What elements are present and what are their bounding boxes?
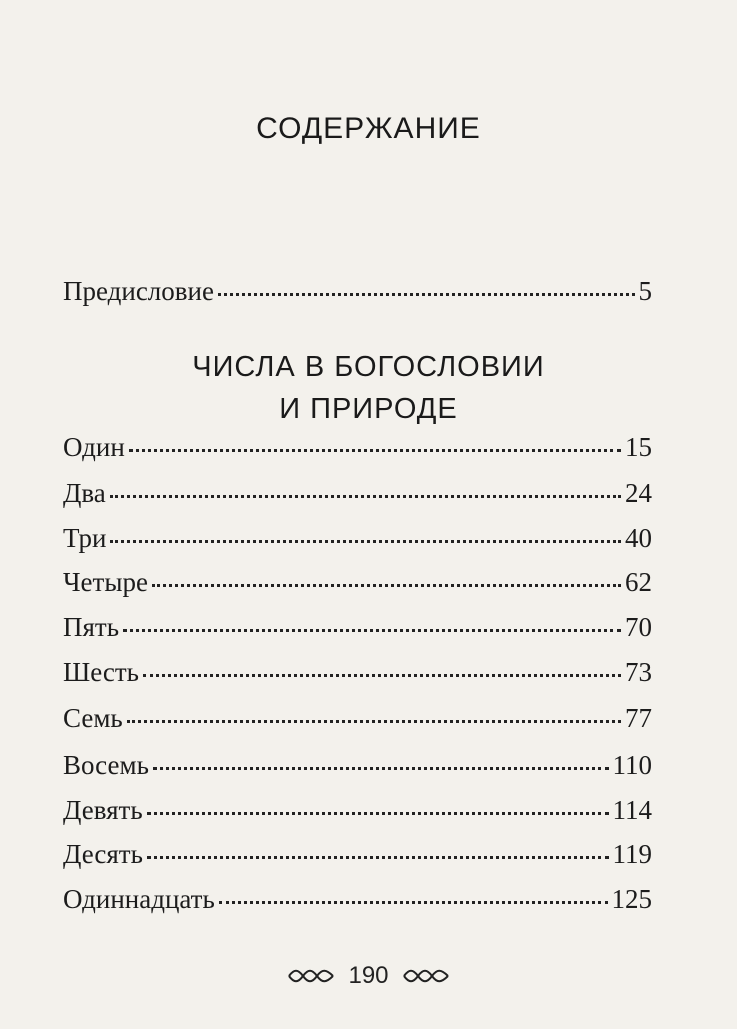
dot-leader xyxy=(110,540,621,543)
contents-heading: СОДЕРЖАНИЕ xyxy=(256,112,481,145)
toc-entry xyxy=(63,657,652,688)
dot-leader xyxy=(143,674,621,677)
dot-leader xyxy=(147,856,609,859)
section-heading xyxy=(0,346,737,430)
toc-entry-page: 114 xyxy=(612,795,652,825)
dot-leader xyxy=(110,495,621,498)
toc-entry-page: 125 xyxy=(611,884,652,914)
toc-entry-label: Один xyxy=(63,432,125,462)
toc-entry-page: 5 xyxy=(638,276,652,306)
toc-entry xyxy=(63,795,652,826)
toc-entry-label: Три xyxy=(63,523,107,553)
toc-entry-label: Предисловие xyxy=(63,276,214,306)
toc-entry-label: Девять xyxy=(63,795,143,825)
dot-leader xyxy=(147,812,609,815)
toc-entry xyxy=(63,839,652,870)
toc-entry xyxy=(63,432,652,463)
toc-entry xyxy=(63,612,652,643)
dot-leader xyxy=(152,584,621,587)
toc-entry xyxy=(63,567,652,598)
toc-entry-label: Четыре xyxy=(63,567,148,597)
page-number: 190 xyxy=(348,962,389,989)
toc-entry xyxy=(63,884,652,915)
toc-entry-page: 110 xyxy=(612,750,652,780)
dot-leader xyxy=(219,901,608,904)
toc-entry-page: 62 xyxy=(625,567,652,597)
toc-entry xyxy=(63,478,652,509)
dot-leader xyxy=(129,449,621,452)
toc-entry xyxy=(63,523,652,554)
braid-ornament-icon xyxy=(403,968,449,984)
toc-entry-page: 70 xyxy=(625,612,652,642)
braid-ornament-icon xyxy=(288,968,334,984)
page-footer xyxy=(0,962,737,990)
toc-entry-label: Десять xyxy=(63,839,143,869)
toc-entry-page: 119 xyxy=(612,839,652,869)
section-heading-line-2: И ПРИРОДЕ xyxy=(279,393,458,425)
toc-entry xyxy=(63,703,652,734)
toc-entry-label: Шесть xyxy=(63,657,139,687)
toc-entry-page: 24 xyxy=(625,478,652,508)
toc-entry-label: Пять xyxy=(63,612,120,642)
toc-entry-label: Одиннадцать xyxy=(63,884,215,914)
toc-entry-page: 73 xyxy=(625,657,652,687)
toc-entry-page: 40 xyxy=(625,523,652,553)
toc-entry-preface xyxy=(63,276,652,307)
dot-leader xyxy=(218,293,635,296)
toc-entry-label: Восемь xyxy=(63,750,149,780)
dot-leader xyxy=(153,767,609,770)
toc-entry-page: 77 xyxy=(625,703,652,733)
toc-entry-label: Два xyxy=(63,478,106,508)
toc-entry-page: 15 xyxy=(625,432,652,462)
section-heading-line-1: ЧИСЛА В БОГОСЛОВИИ xyxy=(192,351,545,383)
dot-leader xyxy=(127,720,621,723)
toc-entry xyxy=(63,750,652,781)
dot-leader xyxy=(123,629,621,632)
toc-entry-label: Семь xyxy=(63,703,123,733)
